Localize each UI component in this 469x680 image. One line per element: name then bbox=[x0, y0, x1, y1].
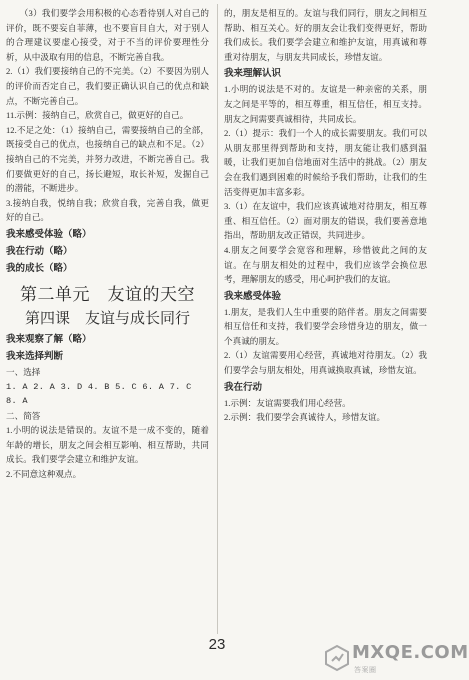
right-paragraph-4: 3.（1）在友谊中，我们应该真诚地对待朋友，相互尊重、相互信任。（2）面对朋友的错误，我们要善意地指出，帮助朋友改正错误，共同进步。 bbox=[224, 201, 427, 241]
left-paragraph-3: 11.示例：接纳自己，欣赏自己，做更好的自己。 bbox=[6, 110, 189, 121]
left-paragraph-7: 2.不同意这种观点。 bbox=[6, 469, 82, 480]
page-number: 23 bbox=[208, 636, 226, 653]
answer-key-row-2: 8. A bbox=[6, 396, 28, 407]
lesson-title: 第四课 友谊与成长同行 bbox=[24, 308, 190, 327]
watermark-logo bbox=[322, 640, 469, 678]
left-paragraph-5: 3.接纳自我，悦纳自我；欣赏自我，完善自我，做更好的自己。 bbox=[6, 197, 209, 223]
right-paragraph-7: 2.（1）友谊需要用心经营，真诚地对待朋友。（2）我们要学会与朋友相处，用真诚换取真诚，珍惜友谊。 bbox=[224, 350, 427, 376]
section-feel: 我来感受体验 bbox=[224, 290, 282, 302]
section-select: 我来选择判断 bbox=[6, 350, 64, 362]
watermark-emblem-icon bbox=[324, 644, 350, 672]
subsection-short-answer: 二、简答 bbox=[6, 410, 41, 421]
right-paragraph-5: 4.朋友之间要学会宽容和理解，珍惜彼此之间的友谊。在与朋友相处的过程中，我们应该学会换位思考，理解朋友的感受，用心呵护我们的友谊。 bbox=[224, 244, 427, 285]
section-action: 我在行动（略） bbox=[6, 245, 73, 257]
right-column bbox=[224, 6, 427, 425]
right-paragraph-6: 1.朋友，是我们人生中重要的陪伴者。朋友之间需要相互信任和支持，我们要学会珍惜身边的朋友，做一个真诚的朋友。 bbox=[224, 306, 427, 346]
right-paragraph-2: 1.小明的说法是不对的。友谊是一种亲密的关系，朋友之间是平等的，相互尊重，相互信任，相互支持。朋友之间需要真诚相待，共同成长。 bbox=[224, 84, 427, 124]
right-paragraph-9: 2.示例：我们要学会真诚待人，珍惜友谊。 bbox=[224, 412, 386, 423]
section-understand: 我来理解认识 bbox=[224, 68, 282, 80]
section-observe: 我来观察了解（略） bbox=[6, 333, 92, 345]
watermark-small-text: 答案圈 bbox=[354, 666, 377, 674]
right-paragraph-8: 1.示例：友谊需要我们用心经营。 bbox=[224, 397, 351, 408]
right-paragraph-1: 的，朋友是相互的。友谊与我们同行，朋友之间相互帮助、相互关心。好的朋友会让我们变得更好，帮助我们成长。我们要学会建立和维护友谊，用真诚和尊重对待朋友，与朋友共同成长，珍惜友谊。 bbox=[224, 8, 427, 62]
left-paragraph-2: 2.（1）我们要接纳自己的不完美。（2）不要因为别人的评价而否定自己，我们要正确认识自己的优点和缺点，不断完善自己。 bbox=[6, 66, 209, 106]
section-in-action: 我在行动 bbox=[224, 381, 263, 393]
right-paragraph-3: 2.（1）提示：我们一个人的成长需要朋友。我们可以从朋友那里得到帮助和支持，朋友能让我们感到温暖，让我们更加自信地面对生活中的挑战。（2）朋友会在我们遇到困难的时候给予我们帮助，让我们的生活变得更加丰富多彩。 bbox=[224, 128, 427, 197]
watermark-text: MXQE.COM bbox=[352, 642, 469, 663]
answer-key-row-1: 1. A 2. A 3. D 4. B 5. C 6. A 7. C bbox=[6, 381, 192, 392]
left-paragraph-4: 12.不足之处：（1）接纳自己，需要接纳自己的全部，既接受自己的优点，也接纳自己的缺点和不足。（2）接纳自己的不完美，并努力改进，不断完善自己。我们要做更好的自己，扬长避短，取长补短，发掘自己的潜能，不断进步。 bbox=[6, 124, 209, 194]
unit-title: 第二单元 友谊的天空 bbox=[20, 284, 195, 305]
column-divider bbox=[217, 4, 218, 634]
left-paragraph-1: （3）我们要学会用积极的心态看待别人对自己的评价，既不要妄自菲薄，也不要盲目自大，对于别人的合理建议要虚心接受，对于不当的评价要理性分析，从中汲取有用的信息，不断完善自我。 bbox=[6, 8, 209, 62]
section-growth: 我的成长（略） bbox=[6, 262, 73, 274]
left-column bbox=[6, 6, 209, 482]
section-experience: 我来感受体验（略） bbox=[6, 228, 92, 240]
subsection-choice: 一、选择 bbox=[6, 366, 41, 377]
left-paragraph-6: 1.小明的说法是错误的。友谊不是一成不变的，随着年龄的增长，朋友之间会相互影响、相互帮助，共同成长。我们要学会建立和维护友谊。 bbox=[6, 425, 209, 465]
